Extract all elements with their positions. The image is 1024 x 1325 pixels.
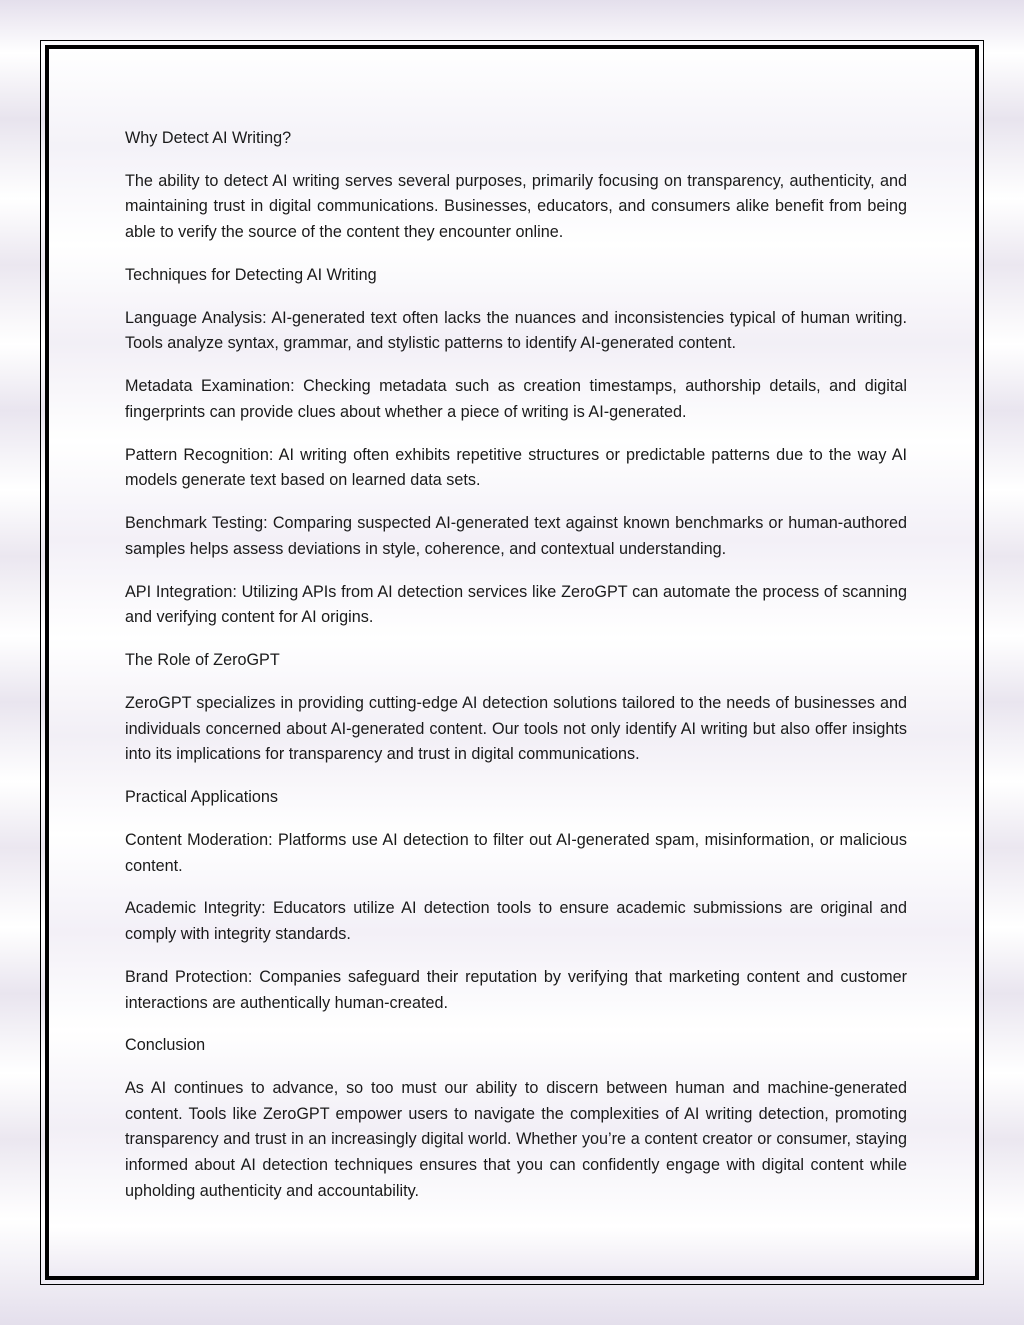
heading-role-of-zerogpt: The Role of ZeroGPT [125, 651, 280, 670]
paragraph-zerogpt: ZeroGPT specializes in providing cutting-edge AI detection solutions tailored to the needs of businesses and individuals concerned about AI-generated content. Our tools not only identify AI writing but also offer insights into its implications for transparency and trust in digital communications. [125, 693, 907, 764]
paragraph-benchmark-testing: Benchmark Testing: Comparing suspected AI-generated text against known benchmarks or human-authored samples helps assess deviations in style, coherence, and contextual understanding. [125, 514, 907, 558]
document-body [125, 126, 907, 1222]
paragraph-purposes: The ability to detect AI writing serves several purposes, primarily focusing on transparency, authenticity, and maintaining trust in digital communications. Businesses, educators, and consumers alike benefit from being able to verify the source of the content they encounter online. [125, 171, 907, 242]
paragraph-academic-integrity: Academic Integrity: Educators utilize AI detection tools to ensure academic submissions are original and comply with integrity standards. [125, 899, 907, 944]
heading-techniques: Techniques for Detecting AI Writing [125, 265, 377, 284]
heading-why-detect: Why Detect AI Writing? [125, 129, 292, 147]
paragraph-metadata-examination: Metadata Examination: Checking metadata such as creation timestamps, authorship details, and digital fingerprints can provide clues about whether a piece of writing is AI-generated. [125, 377, 907, 421]
paragraph-api-integration: API Integration: Utilizing APIs from AI detection services like ZeroGPT can automate the process of scanning and verifying content for AI origins. [125, 582, 907, 627]
heading-practical-applications: Practical Applications [125, 788, 278, 807]
paragraph-language-analysis: Language Analysis: AI-generated text often lacks the nuances and inconsistencies typical of human writing. Tools analyze syntax, grammar, and stylistic patterns to identify AI-generated content. [125, 308, 907, 353]
page-border-frame [40, 40, 984, 1285]
paragraph-conclusion: As AI continues to advance, so too must our ability to discern between human and machine-generated content. Tools like ZeroGPT empower users to navigate the complexities of AI writing detection, promoting transparency and trust in an increasingly digital world. Whether you’re a content creator or consumer, staying informed about AI detection techniques ensures that you can confidently engage with digital content while upholding authenticity and accountability. [125, 1078, 907, 1201]
paragraph-pattern-recognition: Pattern Recognition: AI writing often exhibits repetitive structures or predictable patterns due to the way AI models generate text based on learned data sets. [125, 445, 907, 490]
document-page [45, 45, 979, 1280]
paragraph-content-moderation: Content Moderation: Platforms use AI detection to filter out AI-generated spam, misinformation, or malicious content. [125, 830, 907, 875]
paragraph-brand-protection: Brand Protection: Companies safeguard their reputation by verifying that marketing content and customer interactions are authentically human-created. [125, 967, 907, 1012]
heading-conclusion: Conclusion [125, 1036, 206, 1055]
